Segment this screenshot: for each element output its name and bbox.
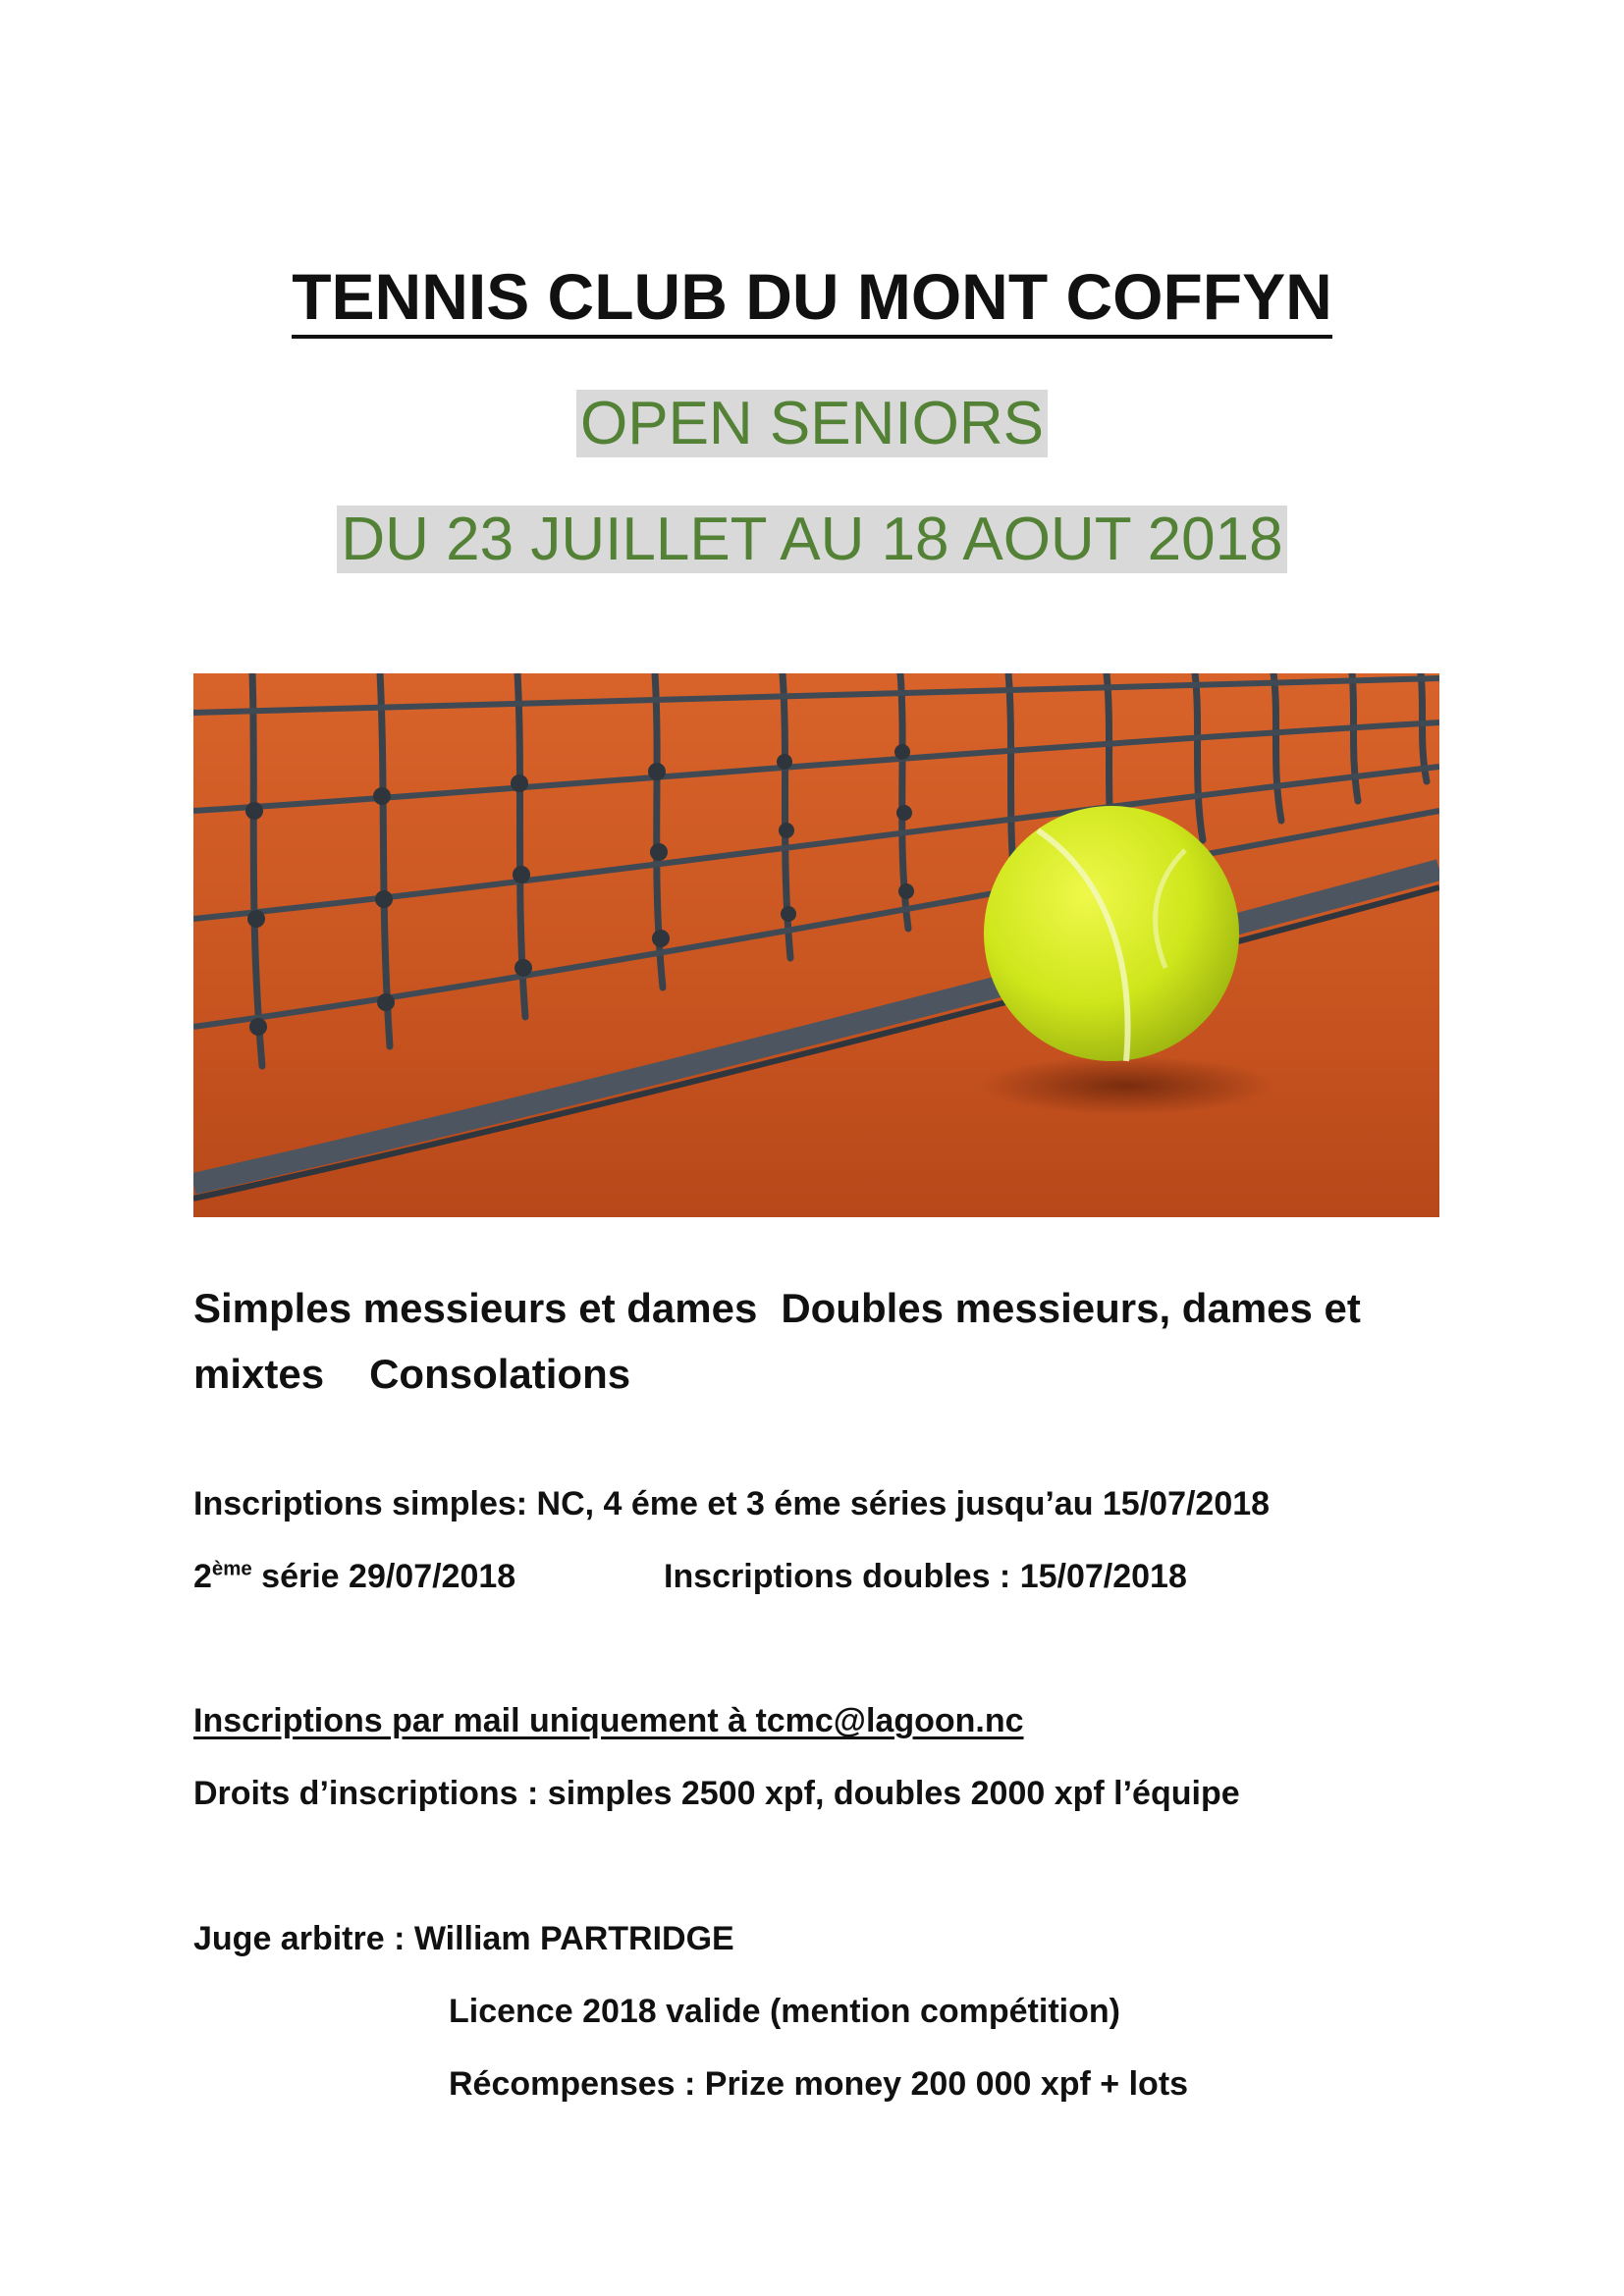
events-line-1: Simples messieurs et dames Doubles messieurs, dames et [193, 1285, 1361, 1331]
tennis-net-icon [193, 673, 1439, 1217]
registration-simples: Inscriptions simples: NC, 4 éme et 3 éme séries jusqu’au 15/07/2018 [193, 1485, 1271, 1522]
licence-info: Licence 2018 valide (mention compétition) [449, 1993, 1120, 2030]
tournament-subtitle: OPEN SENIORS [0, 381, 1624, 467]
tennis-ball-photo [193, 673, 1439, 1217]
tournament-dates: DU 23 JUILLET AU 18 AOUT 2018 [0, 497, 1624, 583]
rewards-info: Récompenses : Prize money 200 000 xpf + lots [449, 2065, 1189, 2103]
referee-info: Juge arbitre : William PARTRIDGE [193, 1920, 734, 1957]
registration-fees: Droits d’inscriptions : simples 2500 xpf, doubles 2000 xpf l’équipe [193, 1775, 1240, 1812]
registration-doubles: Inscriptions doubles : 15/07/2018 [664, 1558, 1187, 1595]
registration-mail: Inscriptions par mail uniquement à tcmc@lagoon.nc [193, 1702, 1024, 1739]
registration-serie: 2ème série 29/07/2018 [193, 1558, 516, 1595]
club-title: TENNIS CLUB DU MONT COFFYN [0, 257, 1624, 336]
events-line-2: mixtes Consolations [193, 1351, 631, 1397]
